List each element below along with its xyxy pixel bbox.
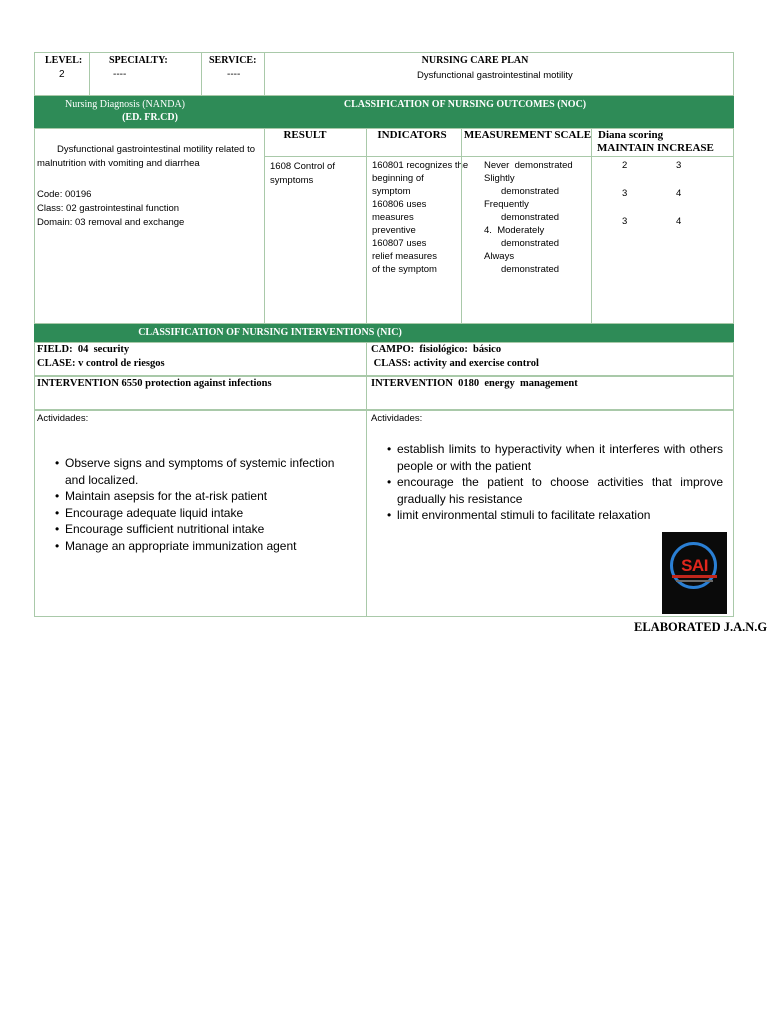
increase-value: 4 (676, 188, 682, 199)
sai-logo (662, 532, 727, 614)
left-activities-list (51, 455, 356, 554)
maintain-value: 3 (622, 216, 628, 227)
nic-header (34, 324, 734, 342)
scale-column (461, 128, 592, 324)
scale-line: Always (484, 251, 515, 262)
diana-header: Diana scoring (598, 129, 664, 141)
nic-left-class: CLASE: v control de riesgos (37, 358, 165, 369)
activity-item: • Encourage adequate liquid intake (51, 505, 356, 522)
activity-item: • Encourage sufficient nutritional intake (51, 521, 356, 538)
indicators-column (366, 128, 469, 324)
nic-header-text: CLASSIFICATION OF NURSING INTERVENTIONS (NIC) (138, 327, 402, 338)
result-line2: symptoms (270, 175, 314, 186)
increase-value: 4 (676, 216, 682, 227)
scale-line: demonstrated (501, 212, 560, 223)
specialty-label: SPECIALTY: (109, 55, 168, 66)
maintain-value: 3 (622, 188, 628, 199)
plan-title-cell (264, 52, 734, 96)
plan-title: NURSING CARE PLAN (421, 55, 529, 66)
service-cell (201, 52, 265, 96)
noc-header (264, 96, 734, 128)
level-cell (34, 52, 90, 96)
nanda-statement-line1: Dysfunctional gastrointestinal motility related to (57, 144, 256, 155)
maintain-header: MAINTAIN (597, 142, 655, 154)
nic-right-class: CLASS: activity and exercise control (371, 358, 539, 369)
nic-right-intervention: INTERVENTION 0180 energy management (371, 378, 578, 389)
logo-underline (672, 575, 717, 578)
right-activities-label: Actividades: (371, 413, 423, 424)
activity-item: • Observe signs and symptoms of systemic infection and localized. (51, 455, 356, 488)
scale-header: MEASUREMENT SCALE (463, 129, 592, 141)
nic-left-intervention-cell (34, 376, 367, 410)
maintain-value: 2 (622, 160, 628, 171)
nanda-header-line2: (ED. FR.CD) (122, 112, 178, 123)
result-column (264, 128, 367, 324)
logo-subline (676, 580, 713, 582)
scale-line: Slightly (484, 173, 515, 184)
indicator-line: 160801 recognizes the (372, 160, 469, 171)
indicator-line: beginning of (372, 173, 424, 184)
nic-right-field-cell (366, 342, 734, 376)
indicator-line: of the symptom (372, 264, 437, 275)
scale-line: Frequently (484, 199, 529, 210)
result-header: RESULT (283, 129, 327, 141)
level-label: LEVEL: (45, 55, 83, 66)
increase-value: 3 (676, 160, 682, 171)
nic-left-field: FIELD: 04 security (37, 344, 130, 355)
indicator-line: 160806 uses (372, 199, 427, 210)
nanda-code: Code: 00196 (37, 189, 92, 200)
indicator-line: measures (372, 212, 414, 223)
specialty-value: ---- (113, 69, 127, 80)
right-activities-list (383, 441, 723, 524)
plan-subtitle: Dysfunctional gastrointestinal motility (417, 70, 573, 81)
nic-left-field-cell (34, 342, 367, 376)
logo-text: SAI (681, 556, 708, 575)
activity-item: • establish limits to hyperactivity when it interferes with others people or with the patient (383, 441, 723, 474)
activity-item: • Manage an appropriate immunization agent (51, 538, 356, 555)
nanda-domain: Domain: 03 removal and exchange (37, 217, 185, 228)
noc-header-text: CLASSIFICATION OF NURSING OUTCOMES (NOC) (343, 99, 587, 110)
nanda-header-line1: Nursing Diagnosis (NANDA) (65, 99, 185, 110)
activity-item: • Maintain asepsis for the at-risk patient (51, 488, 356, 505)
left-activities-label: Actividades: (37, 413, 89, 424)
specialty-cell (89, 52, 202, 96)
level-value: 2 (59, 69, 65, 80)
nanda-statement-line2: malnutrition with vomiting and diarrhea (37, 158, 200, 169)
service-label: SERVICE: (209, 55, 257, 66)
nanda-body (34, 128, 265, 324)
indicators-header: INDICATORS (377, 129, 447, 141)
nanda-class: Class: 02 gastrointestinal function (37, 203, 180, 214)
service-value: ---- (227, 69, 241, 80)
nic-right-intervention-cell (366, 376, 734, 410)
result-line1: 1608 Control of (270, 161, 335, 172)
nanda-header (34, 96, 265, 128)
scale-line: demonstrated (501, 186, 560, 197)
elaborated-by: ELABORATED J.A.N.G (634, 620, 768, 634)
increase-header: INCREASE (657, 142, 714, 154)
scale-list (484, 159, 573, 276)
nic-left-intervention: INTERVENTION 6550 protection against infections (37, 378, 272, 389)
scale-line: demonstrated (501, 238, 560, 249)
scale-line: demonstrated (501, 264, 560, 275)
indicator-line: symptom (372, 186, 411, 197)
activity-item: • encourage the patient to choose activities that improve gradually his resistance (383, 474, 723, 507)
scale-line: 4. Moderately (484, 225, 545, 236)
nic-right-field: CAMPO: fisiológico: básico (371, 344, 502, 355)
nic-left-activities-cell (34, 410, 367, 617)
indicator-line: 160807 uses (372, 238, 427, 249)
activity-item: • limit environmental stimuli to facilitate relaxation (383, 507, 723, 524)
diana-column (591, 128, 734, 324)
indicator-line: preventive (372, 225, 416, 236)
indicator-line: relief measures (372, 251, 437, 262)
scale-line: Never demonstrated (484, 160, 573, 171)
indicator-list (372, 159, 468, 276)
